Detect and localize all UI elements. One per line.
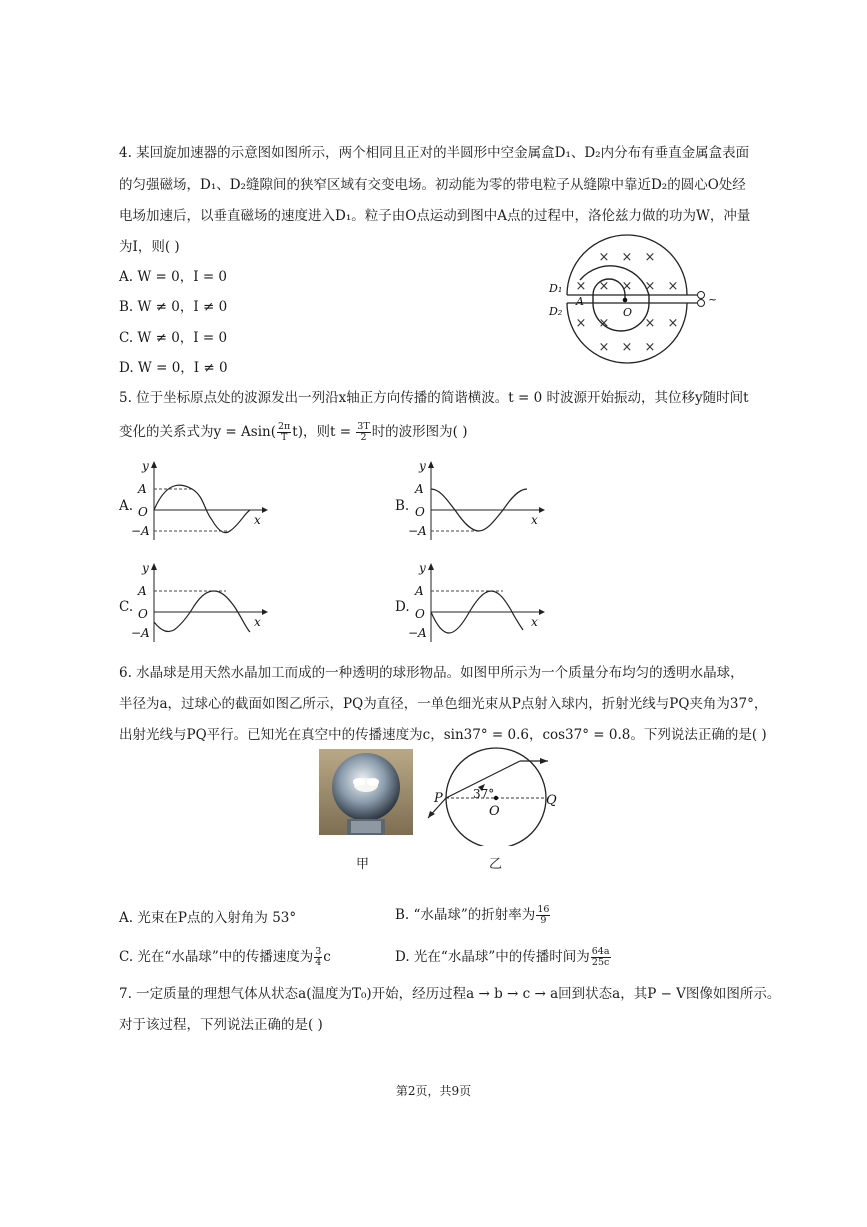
field-mark: × bbox=[621, 250, 633, 265]
field-mark: × bbox=[667, 316, 679, 331]
wave-graph-c bbox=[130, 560, 270, 645]
caption-jia: 甲 bbox=[356, 857, 370, 872]
q7-line-1: 7. 一定质量的理想气体从状态a(温度为T₀)开始，经历过程a → b → c → a回到状态a，其P − V图像如图所示。 bbox=[119, 986, 781, 1002]
q5-line-1: 5. 位于坐标原点处的波源发出一列沿x轴正方向传播的简谐横波。t = 0 时波源开始振动，其位移y随时间t bbox=[119, 390, 749, 406]
field-mark: × bbox=[621, 340, 633, 355]
axis-o: O bbox=[138, 505, 148, 519]
field-mark: × bbox=[621, 279, 633, 294]
q5-option-b-label: B. bbox=[395, 498, 410, 514]
q6-option-d: D. 光在“水晶球”中的传播时间为 $\frac{64a}{25c}$ bbox=[395, 946, 610, 968]
caption-yi: 乙 bbox=[489, 857, 503, 872]
q5-option-c-label: C. bbox=[119, 599, 134, 615]
q6-line-1: 6. 水晶球是用天然水晶加工而成的一种透明的球形物品。如图甲所示为一个质量分布均匀的透明水晶球， bbox=[119, 665, 744, 681]
ac-symbol: ~ bbox=[708, 293, 718, 306]
axis-y: y bbox=[142, 561, 149, 575]
axis-a: A bbox=[415, 482, 424, 496]
field-mark: × bbox=[667, 279, 679, 294]
axis-o: O bbox=[415, 505, 425, 519]
q4-line-1: 4. 某回旋加速器的示意图如图所示，两个相同且正对的半圆形中空金属盒D₁、D₂内分布有垂直金属盒表面 bbox=[119, 145, 750, 161]
refraction-diagram bbox=[420, 746, 560, 846]
label-a: A bbox=[576, 295, 584, 308]
axis-o: O bbox=[415, 607, 425, 621]
q5-line-2: 变化的关系式为y = Asin( $\frac{2\pi}{T}$ t)，则t = $\frac{3T}{2}$ 时的波形图为( ) bbox=[119, 421, 468, 443]
axis-neg-a: −A bbox=[408, 626, 427, 640]
axis-a: A bbox=[138, 584, 147, 598]
crystal-ball-photo bbox=[319, 749, 413, 835]
q6-line-3: 出射光线与PQ平行。已知光在真空中的传播速度为c，sin37° = 0.6，cos37° = 0.8。下列说法正确的是( ) bbox=[119, 727, 767, 743]
axis-a: A bbox=[415, 584, 424, 598]
wave-graph-a bbox=[130, 458, 270, 543]
wave-graph-d bbox=[407, 560, 547, 645]
label-o: O bbox=[489, 804, 500, 819]
q6-option-b: B. “水晶球”的折射率为 $\frac{16}{9}$ bbox=[395, 904, 550, 926]
field-mark: × bbox=[598, 316, 610, 331]
q7-line-2: 对于该过程，下列说法正确的是( ) bbox=[119, 1017, 323, 1033]
axis-y: y bbox=[419, 561, 426, 575]
axis-x: x bbox=[254, 615, 261, 629]
page-footer: 第2页，共9页 bbox=[395, 1084, 472, 1098]
label-d2: D₂ bbox=[549, 305, 563, 318]
field-mark: × bbox=[598, 279, 610, 294]
field-mark: × bbox=[644, 250, 656, 265]
axis-y: y bbox=[419, 459, 426, 473]
label-d1: D₁ bbox=[549, 282, 563, 295]
field-mark: × bbox=[598, 250, 610, 265]
q6-option-a: A. 光束在P点的入射角为 53° bbox=[119, 910, 297, 926]
q5-option-d-label: D. bbox=[395, 599, 410, 615]
q6-option-c: C. 光在“水晶球”中的传播速度为 $\frac{3}{4}$ c bbox=[119, 946, 331, 968]
field-mark: × bbox=[598, 340, 610, 355]
axis-neg-a: −A bbox=[131, 524, 150, 538]
field-mark: × bbox=[644, 340, 656, 355]
label-q: Q bbox=[546, 793, 557, 808]
q6-line-2: 半径为a，过球心的截面如图乙所示，PQ为直径，一单色细光束从P点射入球内，折射光线与PQ夹角为37°， bbox=[119, 696, 768, 712]
axis-neg-a: −A bbox=[408, 524, 427, 538]
axis-neg-a: −A bbox=[131, 626, 150, 640]
q4-option-b: B. W ≠ 0，I ≠ 0 bbox=[119, 299, 228, 315]
q4-option-a: A. W = 0，I = 0 bbox=[119, 269, 228, 285]
label-angle: 37° bbox=[473, 787, 495, 801]
q4-line-3: 电场加速后，以垂直磁场的速度进入D₁。粒子由O点运动到图中A点的过程中，洛伦兹力做的功为W，冲量 bbox=[119, 208, 751, 224]
field-mark: × bbox=[575, 279, 587, 294]
q4-option-d: D. W = 0，I ≠ 0 bbox=[119, 360, 228, 376]
axis-x: x bbox=[531, 615, 538, 629]
field-mark: × bbox=[644, 316, 656, 331]
field-mark: × bbox=[644, 279, 656, 294]
axis-x: x bbox=[531, 513, 538, 527]
field-mark: × bbox=[575, 316, 587, 331]
axis-o: O bbox=[138, 607, 148, 621]
cyclotron-figure bbox=[540, 228, 740, 373]
q4-option-c: C. W ≠ 0，I = 0 bbox=[119, 330, 228, 346]
axis-y: y bbox=[142, 459, 149, 473]
label-p: P bbox=[434, 791, 443, 806]
q5-option-a-label: A. bbox=[119, 498, 134, 514]
wave-graph-b bbox=[407, 458, 547, 543]
axis-x: x bbox=[254, 513, 261, 527]
label-o: O bbox=[623, 306, 633, 319]
q4-line-4: 为I，则( ) bbox=[119, 239, 180, 255]
q4-line-2: 的匀强磁场，D₁、D₂缝隙间的狭窄区域有交变电场。初动能为零的带电粒子从缝隙中靠近D₂的圆心O处经 bbox=[119, 177, 746, 193]
axis-a: A bbox=[138, 482, 147, 496]
